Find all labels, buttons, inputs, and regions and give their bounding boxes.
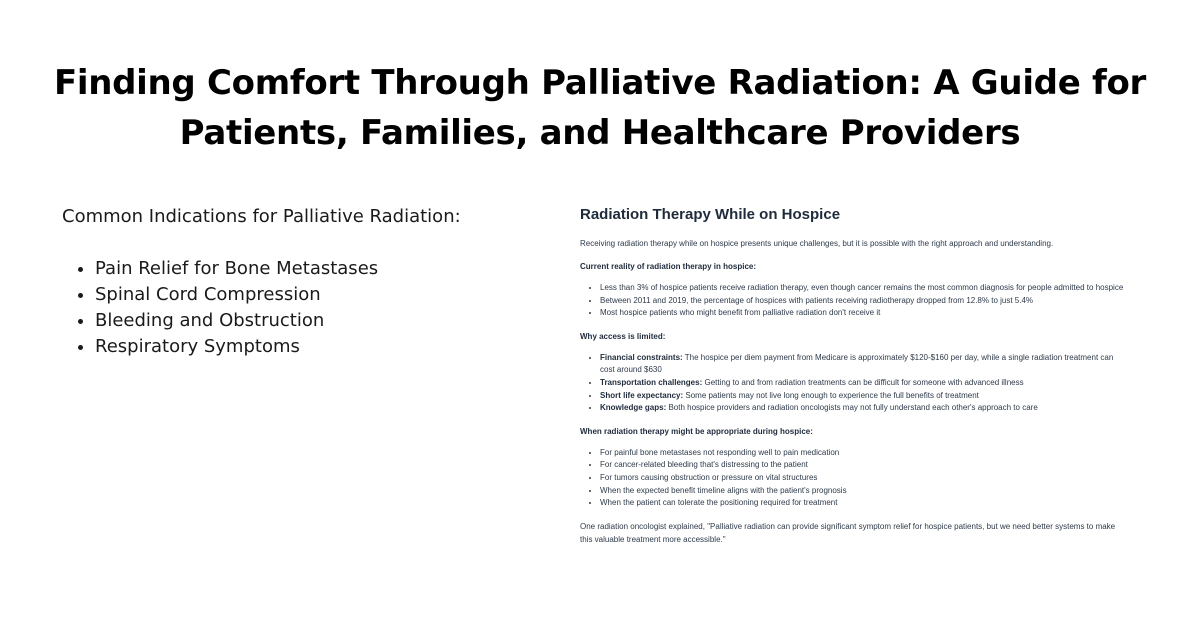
item-label: Knowledge gaps: — [600, 403, 667, 413]
item-label: Transportation challenges: — [600, 377, 703, 387]
list-item: • For cancer-related bleeding that's distressing to the patient — [600, 459, 1125, 472]
list-item: • Spinal Cord Compression — [95, 282, 532, 308]
section-title: Current reality of radiation therapy in hospice: — [580, 262, 757, 271]
list-item: • For tumors causing obstruction or pressure on vital structures — [600, 472, 1125, 485]
list-item: • When the expected benefit timeline aligns with the patient's prognosis — [600, 485, 1125, 498]
list-item: • Most hospice patients who might benefit from palliative radiation don't receive it — [600, 307, 1125, 320]
article-intro: Receiving radiation therapy while on hospice presents unique challenges, but it is possible with the right approach and understanding. — [580, 239, 1054, 248]
list-item: • Respiratory Symptoms — [95, 334, 532, 360]
item-text: Both hospice providers and radiation oncologists may not fully understand each other's approach to care — [666, 403, 1038, 413]
appropriate-list — [580, 447, 1125, 510]
list-item: • For painful bone metastases not responding well to pain medication — [600, 447, 1125, 460]
reality-list — [580, 282, 1125, 320]
section-title: Why access is limited: — [580, 331, 666, 341]
indications-list — [62, 256, 532, 360]
access-list — [580, 352, 1125, 415]
item-label: Financial constraints: — [600, 352, 683, 362]
list-item: • When the patient can tolerate the positioning required for treatment — [600, 497, 1125, 510]
item-label: Short life expectancy: — [600, 390, 684, 400]
indications-panel — [62, 204, 532, 360]
list-item: • Pain Relief for Bone Metastases — [95, 256, 532, 282]
item-text: The hospice per diem payment from Medicare is approximately $120-$160 per day, while a single radiation treatment can cost around $630 — [600, 352, 1114, 375]
list-item: • Between 2011 and 2019, the percentage of hospices with patients receiving radiotherapy dropped from 12.8% to just 5.4% — [600, 295, 1125, 308]
article-heading: Radiation Therapy While on Hospice — [580, 206, 841, 223]
list-item — [600, 402, 1125, 415]
list-item: • Bleeding and Obstruction — [95, 308, 532, 334]
section-title: When radiation therapy might be appropriate during hospice: — [580, 426, 813, 436]
item-text: Getting to and from radiation treatments can be difficult for someone with advanced illness — [702, 377, 1024, 387]
list-item: • Less than 3% of hospice patients receive radiation therapy, even though cancer remains the most common diagnosis for people admitted to hospice — [600, 282, 1125, 295]
list-item — [600, 390, 1125, 403]
article-screenshot — [580, 205, 1125, 556]
list-item — [600, 377, 1125, 390]
list-item — [600, 352, 1125, 377]
oncologist-quote: One radiation oncologist explained, "Palliative radiation can provide significant symptom relief for hospice patients, but we need better systems to make this valuable treatment more accessible." — [580, 521, 1116, 544]
indications-heading: Common Indications for Palliative Radiation: — [62, 206, 461, 227]
item-text: Some patients may not live long enough to experience the full benefits of treatment — [683, 390, 979, 400]
page-title: Finding Comfort Through Palliative Radiation: A Guide for Patients, Families, and Healthcare Providers — [53, 63, 1147, 153]
